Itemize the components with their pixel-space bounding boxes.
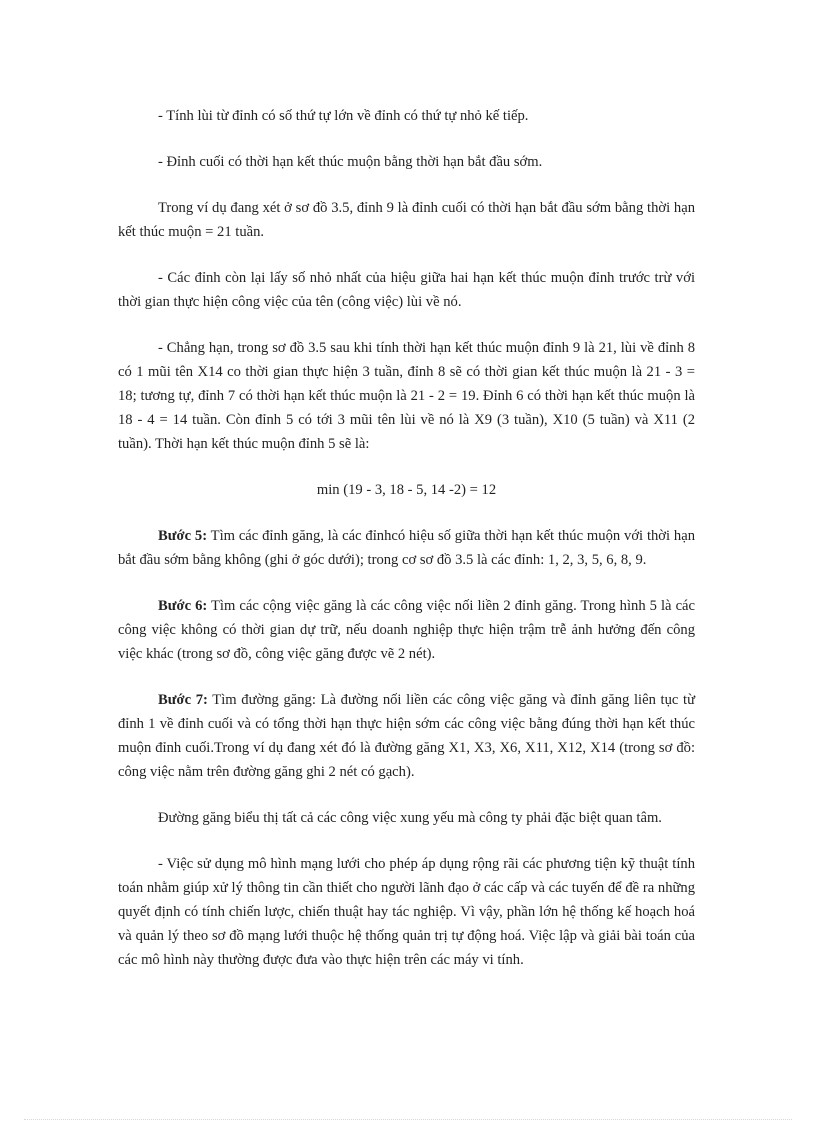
step-6-text: Tìm các cộng việc găng là các công việc nối liền 2 đỉnh găng. Trong hình 5 là các công việc không có thời gian dự trữ, nếu doanh nghiệp thực hiện trậm trễ ảnh hưởng đến công việc khác (trong sơ đồ, công việc găng được vẽ 2 nét). [118,598,696,662]
formula-min: min (19 - 3, 18 - 5, 14 -2) = 12 [316,482,497,498]
paragraph-backward-rule: - Tính lùi từ đỉnh có số thứ tự lớn về đỉnh có thứ tự nhỏ kế tiếp. [158,108,529,124]
paragraph-worked-example: - Chẳng hạn, trong sơ đồ 3.5 sau khi tính thời hạn kết thúc muộn đỉnh 9 là 21, lùi về đỉnh 8 có 1 mũi tên X14 co thời gian thực hiện 3 tuần, đỉnh 8 sẽ có thời gian kết thúc muộn là 21 - 3 = 18; tương tự, đỉnh 7 có thời hạn kết thúc muộn là 21 - 2 = 19. Đỉnh 6 có thời hạn kết thúc muộn là 18 - 4 = 14 tuần. Còn đỉnh 5 có tới 3 mũi tên lùi về nó là X9 (3 tuần), X10 (5 tuần) và X11 (2 tuần). Thời hạn kết thúc muộn đỉnh 5 sẽ là: [118,340,695,452]
paragraph-remaining-nodes-rule: - Các đỉnh còn lại lấy số nhỏ nhất của hiệu giữa hai hạn kết thúc muộn đỉnh trước trừ với thời gian thực hiện công việc của tên (công việc) lùi về nó. [118,270,695,310]
document-page [118,104,695,994]
page-bottom-divider [24,1119,792,1120]
step-7-label: Bước 7: [158,692,208,708]
paragraph-critical-path-meaning: Đường găng biểu thị tất cả các công việc xung yếu mà công ty phải đặc biệt quan tâm. [158,810,662,826]
step-7-text: Tìm đường găng: Là đường nối liền các công việc găng và đỉnh găng liên tục từ đỉnh 1 về đỉnh cuối và có tổng thời hạn thực hiện sớm các công việc bằng đúng thời hạn kết thúc muộn đỉnh cuối.Trong ví dụ đang xét đó là đường găng X1, X3, X6, X11, X12, X14 (trong sơ đồ: công việc nằm trên đường găng ghi 2 nét có gạch). [118,692,696,780]
paragraph-final-node-rule: - Đỉnh cuối có thời hạn kết thúc muộn bằng thời hạn bắt đầu sớm. [158,154,543,170]
step-5-label: Bước 5: [158,528,208,544]
paragraph-step-7 [118,688,695,784]
paragraph-step-5 [118,524,695,572]
paragraph-network-model-usage: - Việc sử dụng mô hình mạng lưới cho phép áp dụng rộng rãi các phương tiện kỹ thuật tính toán nhằm giúp xử lý thông tin cần thiết cho người lãnh đạo ở các cấp và các tuyến để đề ra những quyết định có tính chiến lược, chiến thuật hay tác nghiệp. Vì vậy, phần lớn hệ thống kế hoạch hoá và quản lý theo sơ đồ mạng lưới thuộc hệ thống quản trị tự động hoá. Việc lập và giải bài toán của các mô hình này thường được đưa vào thực hiện trên các máy vi tính. [118,856,695,968]
paragraph-step-6 [118,594,695,666]
paragraph-example-node-9: Trong ví dụ đang xét ở sơ đồ 3.5, đỉnh 9 là đỉnh cuối có thời hạn bắt đầu sớm bằng thời hạn kết thúc muộn = 21 tuần. [118,200,695,240]
step-6-label: Bước 6: [158,598,208,614]
step-5-text: Tìm các đỉnh găng, là các đỉnhcó hiệu số giữa thời hạn kết thúc muộn với thời hạn bắt đầu sớm bằng không (ghi ở góc dưới); trong cơ sơ đồ 3.5 là các đỉnh: 1, 2, 3, 5, 6, 8, 9. [118,528,695,568]
